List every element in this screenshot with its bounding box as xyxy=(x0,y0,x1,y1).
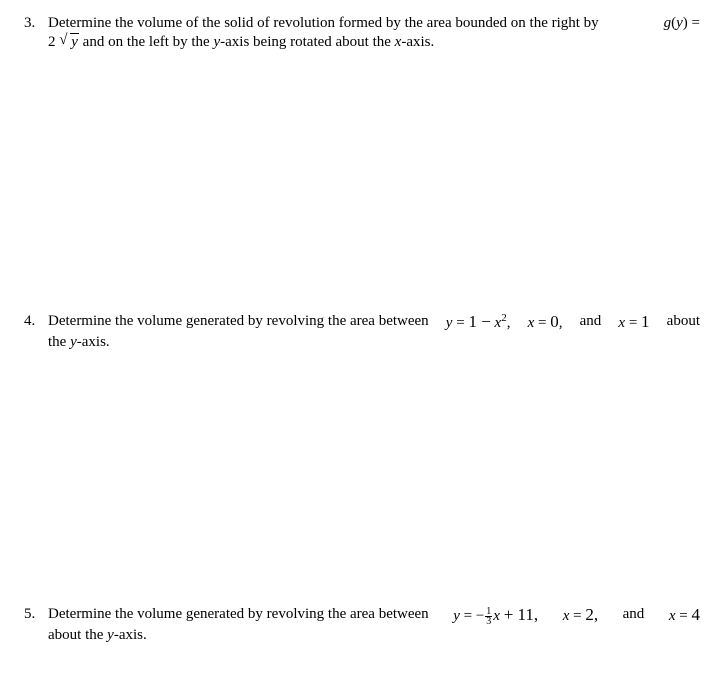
problem-text: and xyxy=(579,313,602,329)
math-value: 2, xyxy=(585,605,599,624)
math-var: x xyxy=(493,608,500,624)
math-var: x xyxy=(562,608,570,624)
problem-text: the xyxy=(48,334,67,350)
math-value: 1 xyxy=(641,312,650,331)
problem-text: and on the left by the xyxy=(82,34,210,50)
problem-text: Determine the volume generated by revolving the area between xyxy=(48,606,429,622)
math-exponent: 2 xyxy=(501,312,507,324)
math-func: g xyxy=(663,15,672,31)
problem-4 xyxy=(24,312,700,352)
sqrt-expression xyxy=(59,33,79,52)
problem-4-line-1: 4. Determine the volume generated by revolving the area between $y = 1 - x^2$, x = 0, and x = 1 about xyxy=(24,312,700,331)
math-var: y xyxy=(445,315,453,331)
math-var: y xyxy=(70,334,77,350)
fraction-numerator: 1 xyxy=(486,606,492,618)
math-value: + 11, xyxy=(503,605,539,624)
math-var: x xyxy=(394,34,402,50)
math-var: x xyxy=(618,315,626,331)
math-value: 0 xyxy=(550,312,559,331)
math-var: y xyxy=(213,34,221,50)
problem-text: -axis. xyxy=(76,334,110,350)
math-var: y xyxy=(453,608,460,624)
fraction xyxy=(485,607,492,626)
problem-text: -axis being rotated about the xyxy=(220,34,391,50)
problem-text: -axis. xyxy=(401,34,435,50)
problem-4-line-2 xyxy=(24,333,700,352)
problem-number: 3. xyxy=(24,15,36,31)
problem-5-line-1: 5. Determine the volume generated by revolving the area between y = − $\frac{1}{3}$ x + 11, x = 2, and x = 4 xyxy=(24,605,700,628)
problem-text: Determine the volume of the solid of revolution formed by the area bounded on the right by xyxy=(48,15,599,31)
math-var: x xyxy=(494,315,502,331)
problem-text: about xyxy=(666,313,700,329)
math-value: 1 − xyxy=(468,312,491,331)
problem-text: and xyxy=(622,606,645,622)
problem-3-line-2 xyxy=(24,33,700,52)
math-var: x xyxy=(668,608,676,624)
problem-text: Determine the volume generated by revolving the area between xyxy=(48,313,429,329)
problem-5 xyxy=(24,605,700,645)
problem-number: 5. xyxy=(24,606,36,622)
problem-number: 4. xyxy=(24,313,36,329)
math-equals: = xyxy=(691,15,700,31)
math-var: y xyxy=(107,627,114,644)
radical-sign: √ xyxy=(59,32,68,48)
math-var: x xyxy=(527,315,535,331)
radicand: y xyxy=(71,34,78,50)
math-value: 4 xyxy=(691,605,700,624)
problem-text: -axis. xyxy=(113,627,147,644)
problem-3-line-1: 3. Determine the volume of the solid of revolution formed by the area bounded on the right by g(y) = xyxy=(24,15,700,31)
math-coef: 2 xyxy=(48,34,56,50)
problem-3 xyxy=(24,14,700,52)
problem-5-line-2 xyxy=(24,626,700,645)
math-var: y xyxy=(676,15,683,31)
problem-text: about the xyxy=(48,627,104,644)
fraction-denominator: 3 xyxy=(486,616,492,628)
